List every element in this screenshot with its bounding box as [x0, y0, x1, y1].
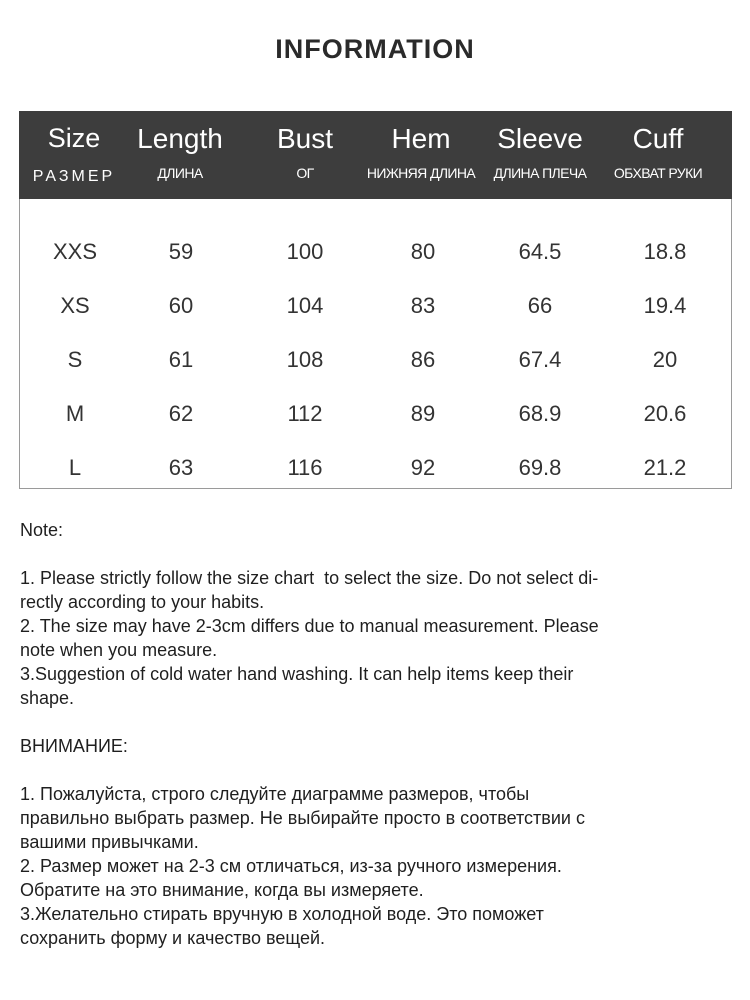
- cell-length: 59: [168, 239, 194, 264]
- notes-en: [20, 518, 720, 710]
- note-line: 1. Please strictly follow the size chart to select the size. Do not select di-: [20, 568, 599, 588]
- cell-hem: 86: [410, 347, 436, 372]
- header-bust-ru: ОГ: [296, 165, 314, 181]
- table-header: [19, 111, 732, 199]
- cell-size: M: [65, 401, 85, 426]
- note-line: 2. The size may have 2-3cm differs due to manual measurement. Please: [20, 616, 599, 636]
- cell-size: XS: [60, 293, 90, 318]
- header-length-en: Length: [137, 123, 223, 154]
- cell-sleeve: 66: [527, 293, 553, 318]
- cell-bust: 116: [287, 455, 323, 480]
- cell-bust: 112: [287, 401, 323, 426]
- header-sleeve-ru: ДЛИНА ПЛЕЧА: [493, 165, 587, 181]
- note-line: 2. Размер может на 2-3 см отличаться, из-за ручного измерения.: [20, 856, 562, 876]
- cell-length: 60: [168, 293, 194, 318]
- header-length: [129, 111, 231, 199]
- note-line: сохранить форму и качество вещей.: [20, 928, 326, 948]
- cell-cuff: 20: [652, 347, 678, 372]
- header-hem-ru: НИЖНЯЯ ДЛИНА: [366, 165, 476, 181]
- cell-cuff: 21.2: [643, 455, 687, 480]
- header-hem-en: Hem: [391, 123, 451, 154]
- note-line: rectly according to your habits.: [20, 592, 265, 612]
- cell-bust: 104: [286, 293, 324, 318]
- cell-bust: 100: [286, 239, 324, 264]
- cell-hem: 92: [410, 455, 436, 480]
- header-cuff-en: Cuff: [632, 123, 684, 154]
- table-row: [20, 340, 731, 380]
- note-line: 3.Желательно стирать вручную в холодной воде. Это поможет: [20, 904, 544, 924]
- header-bust: [259, 111, 351, 199]
- header-bust-en: Bust: [276, 123, 334, 154]
- size-chart-table: [19, 111, 732, 489]
- notes-section: [20, 518, 720, 950]
- note-line: 3.Suggestion of cold water hand washing. It can help items keep their: [20, 664, 574, 684]
- header-sleeve-en: Sleeve: [497, 123, 583, 154]
- note-line: note when you measure.: [20, 640, 218, 660]
- header-size: [19, 111, 129, 199]
- cell-sleeve: 67.4: [518, 347, 562, 372]
- cell-cuff: 20.6: [643, 401, 687, 426]
- note-line: 1. Пожалуйста, строго следуйте диаграмме размеров, чтобы: [20, 784, 530, 804]
- cell-hem: 80: [410, 239, 436, 264]
- cell-cuff: 18.8: [643, 239, 687, 264]
- note-line: shape.: [20, 688, 75, 708]
- cell-sleeve: 64.5: [518, 239, 562, 264]
- cell-hem: 89: [410, 401, 436, 426]
- table-row: [20, 448, 731, 488]
- cell-sleeve: 68.9: [518, 401, 562, 426]
- table-row: [20, 394, 731, 434]
- note-line: вашими привычками.: [20, 832, 199, 852]
- cell-sleeve: 69.8: [518, 455, 562, 480]
- header-hem: [365, 111, 477, 199]
- cell-cuff: 19.4: [643, 293, 687, 318]
- header-size-ru: РАЗМЕР: [32, 168, 116, 185]
- note-label: Note:: [20, 520, 64, 540]
- cell-hem: 83: [410, 293, 436, 318]
- table-row: [20, 286, 731, 326]
- cell-size: XXS: [52, 239, 98, 264]
- cell-length: 63: [168, 455, 194, 480]
- cell-bust: 108: [286, 347, 324, 372]
- notes-ru: [20, 734, 720, 950]
- page-title: INFORMATION: [275, 34, 475, 64]
- header-length-ru: ДЛИНА: [157, 165, 203, 181]
- note-line: Обратите на это внимание, когда вы измеряете.: [20, 880, 424, 900]
- note-label: ВНИМАНИЕ:: [20, 736, 128, 756]
- cell-size: S: [67, 347, 83, 372]
- note-line: правильно выбрать размер. Не выбирайте просто в соответствии с: [20, 808, 585, 828]
- cell-length: 62: [168, 401, 194, 426]
- header-sleeve: [488, 111, 592, 199]
- table-row: [20, 232, 731, 272]
- header-cuff-ru: ОБХВАТ РУКИ: [613, 165, 703, 181]
- cell-size: L: [68, 455, 82, 480]
- header-cuff: [607, 111, 709, 199]
- header-size-en: Size: [47, 123, 101, 153]
- cell-length: 61: [168, 347, 194, 372]
